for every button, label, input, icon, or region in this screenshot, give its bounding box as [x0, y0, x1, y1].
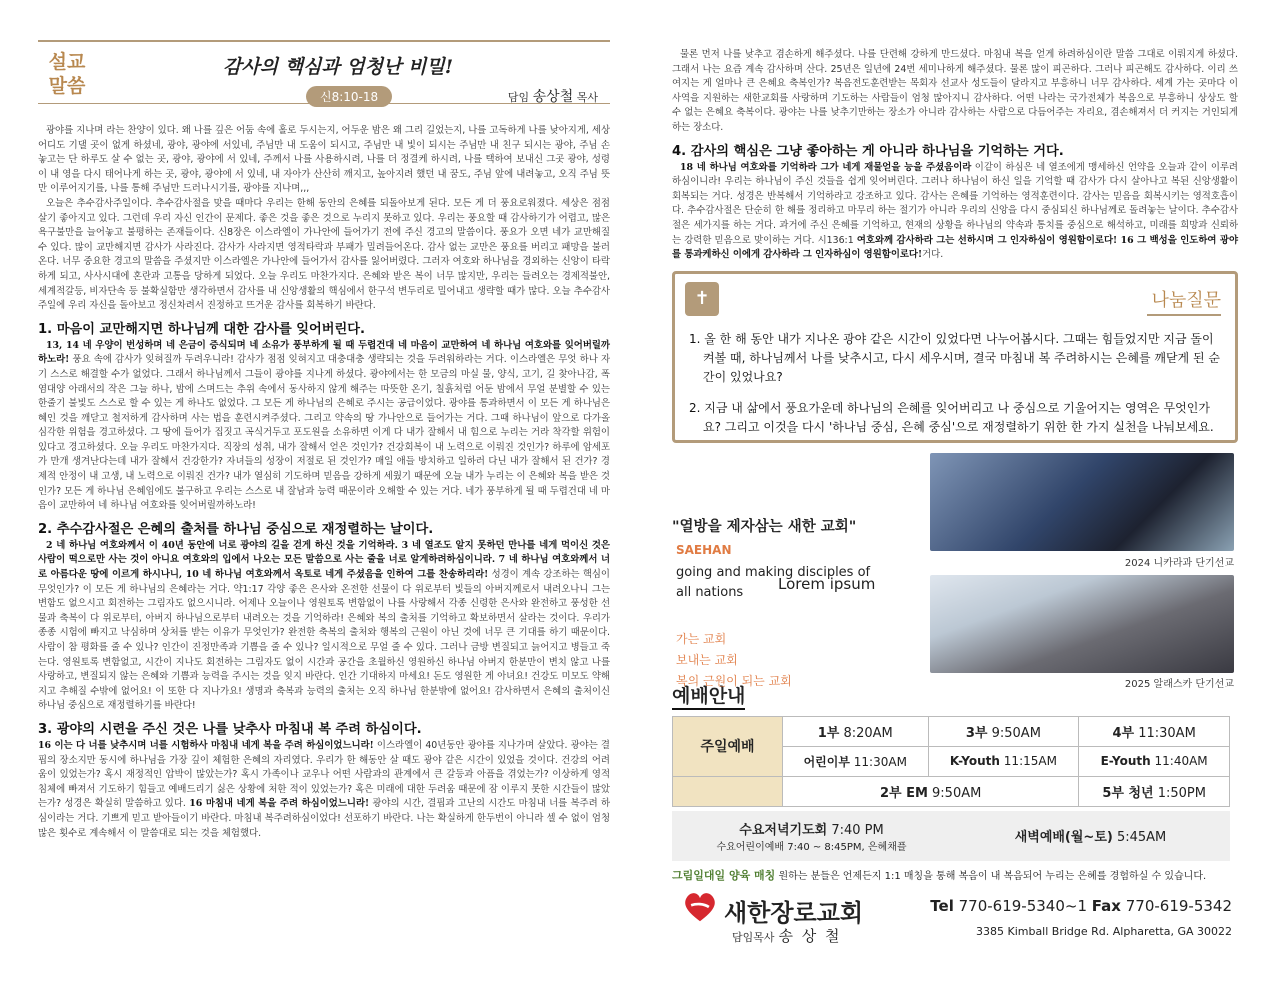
church-address: 3385 Kimball Bridge Rd. Alpharetta, GA 30022 — [975, 924, 1232, 938]
sunday-worship-label: 주일예배 — [673, 716, 783, 776]
sermon-header — [38, 40, 610, 104]
service-k-youth: K-Youth 11:15AM — [928, 746, 1079, 776]
section-2-text: 성경이 계속 강조하는 핵심이 무엇인가? 이 모든 게 하나님의 은혜라는 거다. 약1:17 각양 좋은 은사와 온전한 선물이 다 위로부터 빛들의 아버지께로서 내려오나니 그는 변함도 없으시고 회전하는 그림자도 없으시니라. 어제나 오늘이나 영원토록 변함없이 나를 사랑해서 각종 신령한 은사와 완전하고 풍성한 선물과 축복이 다 위로부터, 아버지 하나님으로부터 내려오는 것을 기억하라! 은혜와 복의 출처를 기억하고 확보하면서 살라는 것이다. 우리가 종종 시험에 빠지고 낙심하며 상처를 받는 이유가 무엇인가? 완전한 축복의 출처와 행복의 근원이 아닌 것에 너무 큰 기대를 하기 때문이다. 사람이 참 평화를 줄 수 있나? 인간이 진정만족과 기쁨을 줄 수 있나? 일시적으로 무얼 줄 수 있다. 그러나 금방 변질되고 늙어지고 병들고 죽는다. 영원토록 변함없고, 시간이 지나도 회전하는 그림자도 없이 시간과 공간을 초월하신 영원하신 하나님 아버지 한분만이 변치 않고 나를 사랑하고, 변질되지 않는 은혜와 기쁨과 능력을 주시는 것을 잊지 바란다. 인간 기대하지 마세요! 돈도 영원한 게 아녀요! 건강도 미모도 약해지고 추해질 수밖에 없어요! 이 또한 다 지나가요! 생명과 축복과 능력의 출처는 오직 하나님 한분밖에 없어요! 감사하면서 은혜의 출처이신 하나님 중심으로 재정렬하기를 바란다! — [38, 569, 610, 712]
weekday-services — [672, 811, 1230, 861]
lorem-placeholder: Lorem ipsum — [778, 574, 876, 593]
intro-paragraph-2: 오늘은 추수감사주일이다. 추수감사절을 맞을 때마다 우리는 한해 동안의 은혜를 되돌아보게 된다. 모든 게 더 풍요로워졌다. 세상은 점점 살기 좋아지고 있다. 그런데 우리 자신 인간이 문제다. 좋은 것을 좋은 것으로 누리지 못하고 있다. 우리는 풍요할 때 감사하기가 어렵고, 많은 욕구불만을 늘어놓고 불평하는 존재들이다. 신8장은 이스라엘이 가나안에 들어가기 전에 주신 경고의 말씀이다. 풍요가 오면 네가 교만해질 수 있다. 많이 교만해지면 감사가 사라진다. 감사가 사라지면 영적타락과 부패가 밀려들어온다. 감사 없는 교만은 풍요를 버리고 패망을 불러온다. 너무 중요한 경고의 말씀을 주셨지만 이스라엘은 가나안에 들어가서 감사를 잃어버렸다. 그러자 여호와 하나님을 경외하는 신앙이 타락하게 되고, 사사시대에 혼란과 고통을 당하게 되었다. 오늘 우리도 마찬가지다. 은혜와 받은 복이 너무 많지만, 우리는 들려오는 경제적불안, 세계적갈등, 비자단속 등 불확실함만 생각하면서 감사를 내 신앙생활의 핵심에서 한구석 변두리로 밀어내고 생략할 때가 많다. 오늘 추수감사주일에 우리 자신을 돌아보고 정신차려서 진정하고 뜨거운 감사를 회복하기 바란다. — [38, 197, 610, 312]
dawn-service: 새벽예배(월~토) 5:45AM — [1014, 830, 1167, 846]
photo-2-caption: 2025 알래스카 단기선교 — [1124, 678, 1234, 690]
mission-lines — [676, 629, 792, 692]
sunday-worship-filler — [673, 776, 783, 806]
section-2-body — [38, 539, 610, 714]
service-4: 4부 11:30AM — [1079, 716, 1230, 746]
service-1: 1부 8:20AM — [783, 716, 929, 746]
photo-1-caption: 2024 니카라과 단기선교 — [1124, 557, 1234, 569]
sharing-question-1: 1. 올 한 해 동안 내가 지나온 광야 같은 시간이 있었다면 나누어봅시다. 그때는 힘들었지만 지금 돌이켜볼 때, 하나님께서 나를 낮추시고, 다시 세우시며, 결국 마침내 복 주려하시는 은혜를 깨닫게 된 순간이 있었나요? — [689, 331, 1220, 384]
section-3-verse: 16 이는 다 너를 낮추시며 너를 시험하사 마침내 네게 복을 주려 하심이었느니라! — [38, 739, 374, 751]
right-column — [672, 48, 1238, 947]
one-on-one-matching: 그림일대일 양육 매칭 원하는 분들은 언제든지 1:1 매칭을 통해 복음이 내 복음되어 누리는 은혜를 경험하실 수 있습니다. — [672, 868, 1207, 882]
pastor-byline — [508, 86, 598, 106]
pastor-name: 송상철 — [532, 89, 574, 105]
service-e-youth: E-Youth 11:40AM — [1079, 746, 1230, 776]
mission-photo-nicaragua — [930, 453, 1234, 551]
section-4-text: 이같이 하심은 네 열조에게 맹세하신 언약을 오늘과 같이 이루려하심이니라! 우리는 하나님이 주신 것들을 쉽게 잊어버린다. 그러나 하나님이 하신 일을 기억할 때 감사가 다시 살아나고 복된 신앙생활이 회복되는 거다. 성경은 반복해서 기억하라고 강조하고 있다. 감사는 은혜를 기억하는 영적훈련이다. 감사는 믿음을 회복시키는 영적호흡이다. 추수감사절은 단순히 한 해를 정리하고 마무리 하는 절기가 아니라 우리의 신앙을 다시 중심되신 하나님께로 돌려놓는 날이다. 추수감사절은 세가지를 하는 거다. 과거에 주신 은혜를 기억하고, 현재의 상황을 하나님의 약속과 통치를 중심으로 해석하고, 미래를 희망과 신뢰하는 강력한 믿음으로 맞이하는 거다. 시136:1 — [672, 161, 1238, 246]
mission-photo-alaska — [930, 575, 1234, 673]
pastor-prefix: 담임 — [507, 91, 530, 104]
bible-icon: ✝ — [685, 282, 719, 316]
sermon-title: 감사의 핵심과 엄청난 비밀! — [222, 56, 454, 78]
sharing-questions-box — [672, 271, 1238, 443]
intro-paragraph-1: 광야를 지나며 라는 찬양이 있다. 왜 나를 깊은 어둠 속에 홀로 두시는지, 어두운 밤은 왜 그리 길었는지, 나를 고독하게 나를 낮아지게, 세상 어디도 기댈 곳이 없게 하셨네, 광야, 광야에 서있네, 주님만 내 도움이 되시고, 주님만 내 빛이 되시는 주님만 내 친구 되시는 광야, 주님 손 놓고는 단 하루도 살 수 없는 곳, 광야, 광야에 서 있네, 주께서 나를 사용하시려, 나를 더 정결케 하시려, 나를 택하여 보내신 그곳 광야, 성령이 내 영을 다시 태어나게 하는 곳, 광야, 광야에 서 있네, 내 자아가 산산히 깨지고, 높아지려 했던 내 꿈도, 주님 앞에 내려놓고, 오직 주님 뜻만 이루어지기를, 나를 통해 주님만 드러나시기를, 광야를 지나며,,, — [38, 125, 610, 195]
section-4-body — [672, 161, 1238, 263]
church-name: 새한장로교회 — [724, 898, 864, 927]
mission-title: "열방을 제자삼는 새한 교회" — [672, 518, 857, 535]
section-4-verse-2: 여호와께 감사하라 그는 선하시며 그 인자하심이 영원함이로다! 16 그 백성을 인도하여 광야를 통과케하신 이에게 감사하라 그 인자하심이 영원함이로다! — [672, 234, 1239, 261]
section-1-verse: 13, 14 네 우양이 번성하며 네 은금이 증식되며 네 소유가 풍부하게 될 때 두렵건대 네 마음이 교만하여 네 하나님 여호와를 잊어버릴까 하노라! — [38, 339, 610, 366]
section-4-title: 4. 감사의 핵심은 그냥 좋아하는 게 아니라 하나님을 기억하는 거다. — [672, 143, 1064, 159]
worship-schedule — [672, 716, 1230, 807]
badge-line-2: 말씀 — [48, 75, 86, 97]
section-4-verse: 18 네 하나님 여호와를 기억하라 그가 네게 재물얻을 능을 주셨음이라 — [680, 161, 972, 173]
section-2-verse: 2 네 하나님 여호와께서 이 40년 동안에 너로 광야의 길을 걷게 하신 것을 기억하라. 3 네 열조도 알지 못하던 만나를 네게 먹이신 것은 사람이 떡으로만 사는 것이 아니요 여호와의 입에서 나오는 모든 말씀으로 사는 줄을 너로 알게하려하심이니라. 7 네 하나님 여호와께서 너로 아름다운 땅에 이르게 하시나니, 10 네 하나님 여호와께서 옥토로 네게 주셨음을 인하여 그를 찬송하리라! — [38, 539, 610, 581]
mission-line-2: 보내는 교회 — [676, 652, 738, 667]
sermon-column — [38, 40, 610, 841]
mission-section — [672, 453, 1238, 690]
mission-line-3: 복의 근원이 되는 교회 — [676, 673, 792, 688]
section-3-text-2: 광야의 시간, 결핍과 고난의 시간도 마침내 너를 복주려 하심이라는 거다. 기쁘게 믿고 받아들이기 바란다. 마침내 복주려하심이었다! 선포하기 바란다. 나는 확실하게 한두번이 아니라 셀 수 없이 엄청 많은 횟수로 계속해서 이 말씀대로 되는 것을 체험했다. — [38, 798, 610, 839]
church-phone: Tel 770-619-5340~1 Fax 770-619-5342 — [930, 896, 1232, 915]
mission-saehan: SAEHAN — [676, 542, 732, 557]
section-4-tail: 거다. — [922, 249, 944, 261]
section-2-title: 2. 추수감사절은 은혜의 출처를 하나님 중심으로 재정렬하는 날이다. — [38, 521, 434, 537]
section-3-title: 3. 광야의 시련을 주신 것은 나를 낮추사 마침내 복 주려 하심이다. — [38, 721, 422, 737]
service-3: 3부 9:50AM — [928, 716, 1079, 746]
sharing-label: 나눔질문 — [1147, 286, 1221, 316]
church-pastor: 담임목사 송 상 철 — [732, 926, 842, 945]
service-children: 어린이부 11:30AM — [783, 746, 929, 776]
service-5-youth: 5부 청년 1:50PM — [1079, 776, 1230, 806]
church-logo-icon — [682, 891, 718, 923]
mission-line-1: 가는 교회 — [676, 631, 727, 646]
wednesday-service: 수요저녁기도회 7:40 PM 수요어린이예배 7:40 ~ 8:45PM, 은혜채플 — [716, 822, 907, 853]
section-3-text: 이스라엘이 40년동안 광야를 지나가며 살았다. 광야는 결핍의 장소지만 동시에 하나님을 가장 깊이 체험한 은혜의 자리였다. 우리가 한 해동안 살 때도 광야 같은 시간이 있었을 것이다. 건강의 어려움이 있었는가? 혹시 재정적인 압박이 많았는가? 혹시 가족이나 교우나 어떤 사람과의 관계에서 큰 갈등과 아픔을 겪었는가? 이상하게 영적침체에 빠져서 기도하기 힘들고 예배드리기 싫은 상황에 처한 적이 있었는가? 혹은 미래에 대한 두려움 때문에 잠 이루지 못한 시간들이 많았는가? 성경은 확실히 말씀하고 있다. — [38, 739, 610, 810]
section-1-body — [38, 339, 610, 514]
sermon-body — [38, 124, 610, 841]
section-3-verse-2: 16 마침내 네게 복을 주려 하심이었느니라! — [189, 798, 370, 810]
worship-title: 예배안내 — [672, 681, 745, 710]
service-2-em: 2부 EM 9:50AM — [783, 776, 1079, 806]
mission-english: going and making disciples of all nations — [676, 564, 871, 600]
badge-line-1: 설교 — [48, 51, 86, 73]
sharing-question-2: 2. 지금 내 삶에서 풍요가운데 하나님의 은혜를 잊어버리고 나 중심으로 기울어지는 영역은 무엇인가요? 그리고 이것을 다시 '하나님 중심, 은혜 중심'으로 재정렬하기 위한 한 가지 실천을 나눠보세요. — [689, 400, 1214, 434]
continued-paragraph: 물론 먼저 나를 낮추고 겸손하게 해주셨다. 나를 단련해 강하게 만드셨다. 마침내 복을 얻게 하려하심이란 말씀 그대로 이뤄지게 하셨다. 그래서 나는 요즘 계속 감사하며 산다. 25년은 일년에 24번 세미나하게 해주셨다. 물론 많이 피곤하다. 그러나 피곤해도 감사하다. 이리 쓰여지는 게 얼마나 큰 은혜요 축복인가? 복음전도훈련받는 목회자 선교사 성도들이 달라지고 부흥하니 너무 감사하다. 세계 가는 곳마다 이 사역을 지원하는 새한교회를 사랑하며 기도하는 사람들이 엄청 많아지니 감사하다. 어떤 나라는 국가전체가 복음으로 부흥하니 상상도 할 수 없는 은혜요 축복이다. 광야는 나를 낮추기만하는 장소가 아니라 감사하는 사람으로 다듬어주는 자리요, 겸손해져서 더 커지는 거인되게 하는 장소다. — [672, 49, 1238, 133]
church-footer — [672, 887, 1238, 947]
pastor-suffix: 목사 — [576, 91, 598, 104]
scripture-reference: 신8:10-18 — [306, 86, 392, 107]
section-1-title: 1. 마음이 교만해지면 하나님께 대한 감사를 잊어버린다. — [38, 321, 366, 337]
section-1-text: 풍요 속에 감사가 잊혀질까 두려우니라! 감사가 점점 잊혀지고 대충대충 생략되는 것을 두려워하라는 거다. 이스라엘은 무엇 하나 자기 스스로 해결할 수가 없었다. 그래서 하나님께서 그들이 광야를 지나게 하셨다. 광야에서는 한 모금의 마실 물, 양식, 고기, 길 찾아나감, 폭염대양 아래서의 작은 그늘 하나, 밤에 스며드는 추위 속에서 동사하지 않게 해주는 따뜻한 온기, 칠흙처럼 어둔 밤에서 무얼 분별할 수 있는 한줄기 불빛도 스스로 할 수 있는 게 하나도 없었다. 그 모든 게 하나님의 은혜로 주시는 공급이었다. 광야를 통과하면서 이 모든 게 하나님은혜인 것을 깨닫고 철저하게 감사하며 사는 법을 훈련시켜주셨다. 그리고 약속의 땅 가나안으로 들어가는 거다. 그때 하나님이 앞으로 다가올 심각한 위험을 경고하셨다. 그 땅에 들어가 집짓고 곡식거두고 포도원을 소유하면 이게 다 내가 잘해서 내 힘으로 누리는 거라 착각할 위험이 있다고 경고하셨다. 오늘 우리도 마찬가지다. 직장의 성취, 내가 잘해서 얻은 것인가? 건강회복이 내 노력으로 이뤄진 것인가? 하루에 암세포가 만개 생겨난다는데 내가 잘해서 건강한가? 자녀들의 성장이 저절로 된 것인가? 매일 애들 방치하고 일하러 다닌 내가 잘해서 된 건가? 경제적 안정이 내 고생, 내 노력으로 이뤄진 건가? 내가 열심히 기도하며 믿음을 강하게 세웠기 때문에 오늘 내가 누리는 이 은혜와 복을 받은 것인가? 모든 게 하나님 은혜임에도 불구하고 우리는 스스로 내 잘남과 능력 때문이라 오해할 수 있는 거다. 네가 풍부하게 될 때 두렵건대 네 마음이 교만하여 네 하나님 여호와를 잊어버릴까하노라! — [38, 354, 611, 512]
sermon-badge — [38, 50, 96, 98]
section-3-body — [38, 739, 610, 841]
